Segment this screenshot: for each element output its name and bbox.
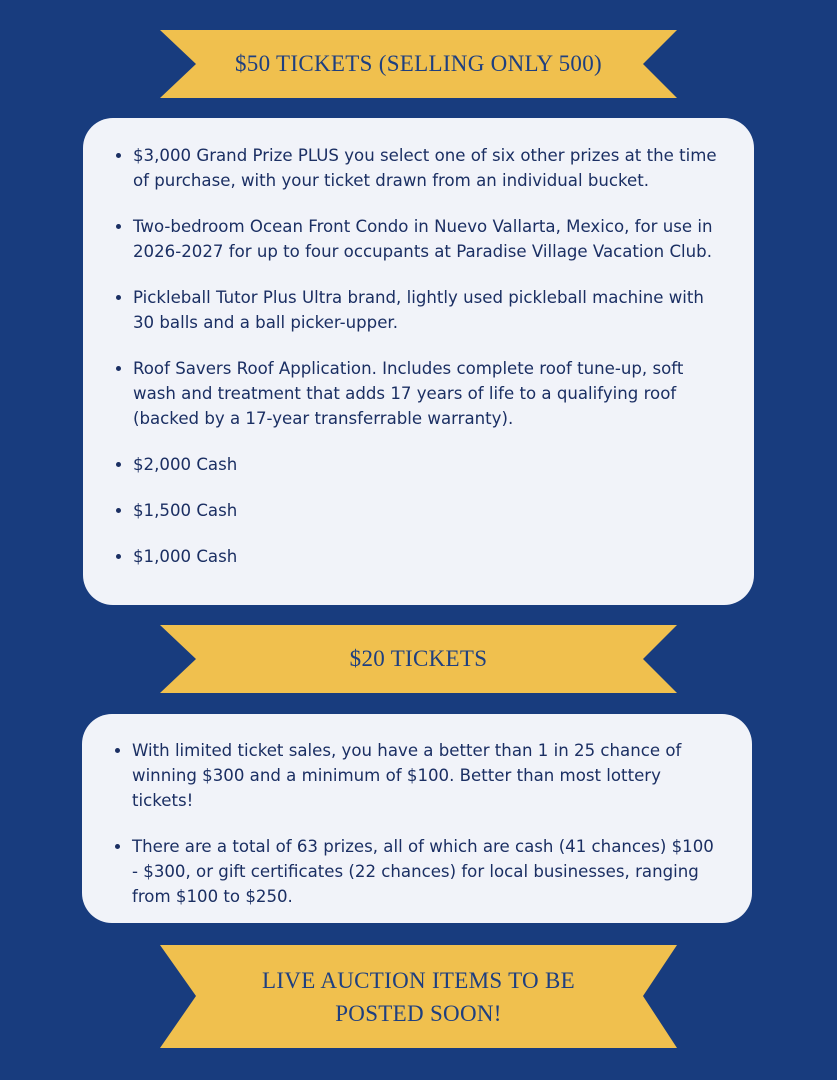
list-item: $3,000 Grand Prize PLUS you select one of six other prizes at the time of purchase, with your ticket drawn from an individual bucket. [133, 143, 754, 193]
banner-title: $50 TICKETS (SELLING ONLY 500) [235, 51, 602, 76]
twenty-prizes-list [82, 714, 752, 909]
banner-title: $20 TICKETS [349, 646, 488, 671]
twenty-prizes-card [82, 714, 752, 923]
banner-twenty-tickets [0, 625, 837, 693]
list-item: $1,500 Cash [133, 498, 754, 523]
list-item: Pickleball Tutor Plus Ultra brand, lightly used pickleball machine with 30 balls and a ball picker-upper. [133, 285, 754, 335]
banner-fifty-tickets [0, 30, 837, 98]
banner-title-line-1: LIVE AUCTION ITEMS TO BE [261, 968, 575, 993]
list-item: There are a total of 63 prizes, all of which are cash (41 chances) $100 - $300, or gift certificates (22 chances) for local businesses, ranging from $100 to $250. [132, 834, 752, 909]
list-item: Two-bedroom Ocean Front Condo in Nuevo Vallarta, Mexico, for use in 2026-2027 for up to four occupants at Paradise Village Vacation Club. [133, 214, 754, 264]
fifty-prizes-card [83, 118, 754, 605]
banner-live-auction [0, 945, 837, 1048]
list-item: $2,000 Cash [133, 452, 754, 477]
banner-title-line-2: POSTED SOON! [335, 1001, 502, 1026]
list-item: Roof Savers Roof Application. Includes complete roof tune-up, soft wash and treatment that adds 17 years of life to a qualifying roof (backed by a 17-year transferrable warranty). [133, 356, 754, 431]
list-item: With limited ticket sales, you have a better than 1 in 25 chance of winning $300 and a minimum of $100. Better than most lottery tickets! [132, 738, 752, 813]
list-item: $1,000 Cash [133, 544, 754, 569]
fifty-prizes-list [83, 118, 754, 569]
